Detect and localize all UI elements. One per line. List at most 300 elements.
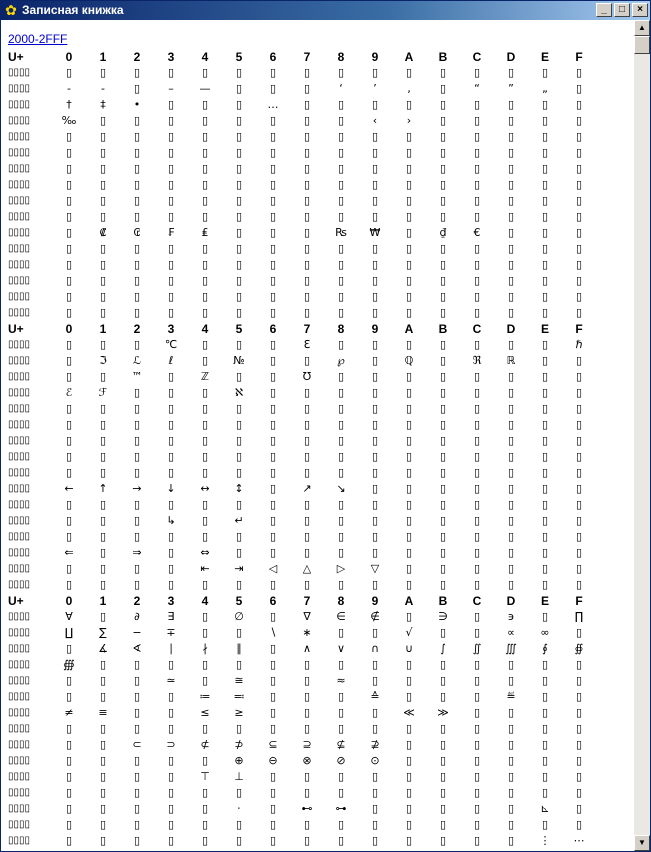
char-cell[interactable]: ▯ bbox=[371, 402, 379, 415]
char-cell[interactable]: ∑ bbox=[99, 626, 107, 639]
char-cell[interactable]: ▯ bbox=[575, 434, 583, 447]
char-cell[interactable]: ▯ bbox=[371, 482, 379, 495]
char-cell[interactable]: ▯ bbox=[507, 578, 515, 591]
char-cell[interactable]: ▯ bbox=[65, 274, 73, 287]
char-cell[interactable]: ▯ bbox=[541, 754, 549, 767]
char-cell[interactable]: ‹ bbox=[372, 114, 378, 127]
char-cell[interactable]: ▯ bbox=[507, 786, 515, 799]
char-cell[interactable]: ⇤ bbox=[200, 562, 210, 575]
char-cell[interactable]: ▯ bbox=[405, 418, 413, 431]
char-cell[interactable]: ▯ bbox=[405, 226, 413, 239]
char-cell[interactable]: ▯ bbox=[65, 786, 73, 799]
char-cell[interactable]: ▯ bbox=[507, 738, 515, 751]
char-cell[interactable]: ▯ bbox=[65, 530, 73, 543]
char-cell[interactable]: √ bbox=[405, 626, 413, 639]
char-cell[interactable]: ▯ bbox=[201, 306, 209, 319]
char-cell[interactable]: ▯ bbox=[133, 130, 141, 143]
char-cell[interactable]: ∡ bbox=[98, 642, 108, 655]
char-cell[interactable]: ▯ bbox=[507, 66, 515, 79]
char-cell[interactable]: ▯ bbox=[235, 626, 243, 639]
char-cell[interactable]: ▯ bbox=[167, 450, 175, 463]
char-cell[interactable]: ▯ bbox=[575, 290, 583, 303]
char-cell[interactable]: ▯ bbox=[167, 546, 175, 559]
char-cell[interactable]: ▯ bbox=[541, 162, 549, 175]
char-cell[interactable]: ▯ bbox=[65, 578, 73, 591]
char-cell[interactable]: ▯ bbox=[269, 290, 277, 303]
char-cell[interactable]: ▯ bbox=[133, 578, 141, 591]
char-cell[interactable]: ▯ bbox=[133, 530, 141, 543]
char-cell[interactable]: ▯ bbox=[507, 178, 515, 191]
char-cell[interactable]: ▯ bbox=[337, 770, 345, 783]
char-cell[interactable]: ▯ bbox=[439, 770, 447, 783]
char-cell[interactable]: ▯ bbox=[507, 418, 515, 431]
char-cell[interactable]: ▯ bbox=[473, 402, 481, 415]
scroll-thumb[interactable] bbox=[634, 36, 650, 54]
char-cell[interactable]: ▯ bbox=[541, 578, 549, 591]
char-cell[interactable]: ▯ bbox=[65, 370, 73, 383]
char-cell[interactable]: ▯ bbox=[99, 162, 107, 175]
char-cell[interactable]: ▯ bbox=[575, 498, 583, 511]
char-cell[interactable]: ▯ bbox=[473, 178, 481, 191]
char-cell[interactable]: ▯ bbox=[439, 674, 447, 687]
char-cell[interactable]: ▯ bbox=[167, 802, 175, 815]
char-cell[interactable]: – bbox=[168, 82, 174, 95]
char-cell[interactable]: ▯ bbox=[201, 210, 209, 223]
char-cell[interactable]: ⇔ bbox=[200, 546, 210, 559]
char-cell[interactable]: ▯ bbox=[303, 178, 311, 191]
char-cell[interactable]: ▯ bbox=[541, 546, 549, 559]
char-cell[interactable]: ▯ bbox=[473, 114, 481, 127]
char-cell[interactable]: ▯ bbox=[303, 818, 311, 831]
char-cell[interactable]: ▯ bbox=[575, 706, 583, 719]
char-cell[interactable]: ▯ bbox=[439, 210, 447, 223]
char-cell[interactable]: ▯ bbox=[575, 354, 583, 367]
char-cell[interactable]: ▯ bbox=[337, 546, 345, 559]
char-cell[interactable]: ▯ bbox=[371, 658, 379, 671]
char-cell[interactable]: ▯ bbox=[575, 66, 583, 79]
char-cell[interactable]: ▯ bbox=[473, 146, 481, 159]
char-cell[interactable]: ▯ bbox=[337, 466, 345, 479]
char-cell[interactable]: ▯ bbox=[507, 146, 515, 159]
char-cell[interactable]: ™ bbox=[131, 370, 143, 383]
char-cell[interactable]: ▯ bbox=[337, 338, 345, 351]
char-cell[interactable]: ▯ bbox=[337, 834, 345, 847]
char-cell[interactable]: ▯ bbox=[65, 674, 73, 687]
char-cell[interactable]: ▯ bbox=[473, 690, 481, 703]
char-cell[interactable]: ▯ bbox=[473, 754, 481, 767]
char-cell[interactable]: ▯ bbox=[507, 770, 515, 783]
char-cell[interactable]: ▯ bbox=[201, 354, 209, 367]
char-cell[interactable]: ↕ bbox=[234, 482, 244, 495]
char-cell[interactable]: ▯ bbox=[201, 818, 209, 831]
char-cell[interactable]: ▯ bbox=[201, 530, 209, 543]
char-cell[interactable]: - bbox=[67, 82, 71, 95]
char-cell[interactable]: ▯ bbox=[473, 818, 481, 831]
char-cell[interactable]: ▯ bbox=[167, 178, 175, 191]
char-cell[interactable]: ▯ bbox=[99, 114, 107, 127]
char-cell[interactable]: ∀ bbox=[65, 610, 73, 623]
char-cell[interactable]: ℃ bbox=[164, 338, 178, 351]
char-cell[interactable]: ₣ bbox=[167, 226, 175, 239]
char-cell[interactable]: ⋯ bbox=[573, 834, 585, 847]
char-cell[interactable]: ▯ bbox=[65, 402, 73, 415]
char-cell[interactable]: ▯ bbox=[405, 738, 413, 751]
char-cell[interactable]: ▯ bbox=[337, 434, 345, 447]
char-cell[interactable]: ▯ bbox=[405, 306, 413, 319]
char-cell[interactable]: ≫ bbox=[437, 706, 449, 719]
char-cell[interactable]: ▯ bbox=[133, 338, 141, 351]
char-cell[interactable]: ▯ bbox=[541, 674, 549, 687]
char-cell[interactable]: ▯ bbox=[65, 466, 73, 479]
char-cell[interactable]: ▯ bbox=[507, 450, 515, 463]
char-cell[interactable]: ⊷ bbox=[301, 802, 313, 815]
char-cell[interactable]: ▯ bbox=[269, 498, 277, 511]
char-cell[interactable]: ▯ bbox=[337, 306, 345, 319]
char-cell[interactable]: ▯ bbox=[235, 114, 243, 127]
char-cell[interactable]: ▯ bbox=[269, 418, 277, 431]
char-cell[interactable]: ▯ bbox=[65, 818, 73, 831]
char-cell[interactable]: ▯ bbox=[507, 818, 515, 831]
char-cell[interactable]: ▯ bbox=[133, 562, 141, 575]
char-cell[interactable]: ▯ bbox=[575, 450, 583, 463]
char-cell[interactable]: ▯ bbox=[439, 66, 447, 79]
char-cell[interactable]: ▯ bbox=[405, 786, 413, 799]
char-cell[interactable]: ▯ bbox=[507, 386, 515, 399]
char-cell[interactable]: ▯ bbox=[167, 498, 175, 511]
char-cell[interactable]: ▯ bbox=[269, 354, 277, 367]
char-cell[interactable]: ▯ bbox=[167, 402, 175, 415]
char-cell[interactable]: ▯ bbox=[303, 498, 311, 511]
char-cell[interactable]: ▯ bbox=[541, 114, 549, 127]
char-cell[interactable]: ▯ bbox=[371, 146, 379, 159]
char-cell[interactable]: ∝ bbox=[507, 626, 515, 639]
char-cell[interactable]: ▯ bbox=[541, 418, 549, 431]
char-cell[interactable]: ▯ bbox=[575, 674, 583, 687]
char-cell[interactable]: ⊾ bbox=[540, 802, 550, 815]
char-cell[interactable]: ▯ bbox=[371, 274, 379, 287]
char-cell[interactable]: ▯ bbox=[167, 562, 175, 575]
char-cell[interactable]: ▯ bbox=[99, 610, 107, 623]
char-cell[interactable]: ▯ bbox=[133, 258, 141, 271]
char-cell[interactable]: ▯ bbox=[507, 482, 515, 495]
char-cell[interactable]: ∓ bbox=[166, 626, 176, 639]
char-cell[interactable]: ▯ bbox=[507, 98, 515, 111]
char-cell[interactable]: ▯ bbox=[507, 466, 515, 479]
char-cell[interactable]: ▯ bbox=[541, 658, 549, 671]
char-cell[interactable]: ℏ bbox=[575, 338, 583, 351]
char-cell[interactable]: ⊅ bbox=[234, 738, 244, 751]
char-cell[interactable]: ▯ bbox=[133, 706, 141, 719]
char-cell[interactable]: ▯ bbox=[65, 338, 73, 351]
char-cell[interactable]: ▯ bbox=[541, 98, 549, 111]
char-cell[interactable]: ▯ bbox=[405, 482, 413, 495]
char-cell[interactable]: ▯ bbox=[439, 194, 447, 207]
char-cell[interactable]: ▯ bbox=[575, 370, 583, 383]
char-cell[interactable]: ▯ bbox=[167, 418, 175, 431]
char-cell[interactable]: ▯ bbox=[337, 194, 345, 207]
char-cell[interactable]: ▯ bbox=[371, 514, 379, 527]
char-cell[interactable]: ▯ bbox=[99, 178, 107, 191]
char-cell[interactable]: ▯ bbox=[337, 210, 345, 223]
char-cell[interactable]: ▯ bbox=[303, 82, 311, 95]
char-cell[interactable]: ▯ bbox=[575, 130, 583, 143]
char-cell[interactable]: ▯ bbox=[507, 802, 515, 815]
char-cell[interactable]: ▯ bbox=[65, 306, 73, 319]
char-cell[interactable]: ▯ bbox=[337, 98, 345, 111]
char-cell[interactable]: ▯ bbox=[269, 146, 277, 159]
char-cell[interactable]: ▯ bbox=[235, 818, 243, 831]
char-cell[interactable]: ▯ bbox=[99, 514, 107, 527]
char-cell[interactable]: ▯ bbox=[405, 498, 413, 511]
char-cell[interactable]: ▯ bbox=[473, 514, 481, 527]
char-cell[interactable]: † bbox=[66, 98, 72, 111]
char-cell[interactable]: ▯ bbox=[575, 626, 583, 639]
char-cell[interactable]: ▯ bbox=[303, 274, 311, 287]
char-cell[interactable]: ▯ bbox=[371, 706, 379, 719]
char-cell[interactable]: ▯ bbox=[235, 498, 243, 511]
char-cell[interactable]: ▯ bbox=[99, 770, 107, 783]
char-cell[interactable]: ▯ bbox=[99, 834, 107, 847]
char-cell[interactable]: ▯ bbox=[65, 722, 73, 735]
char-cell[interactable]: ▯ bbox=[99, 402, 107, 415]
char-cell[interactable]: ▯ bbox=[337, 818, 345, 831]
char-cell[interactable]: ▯ bbox=[99, 658, 107, 671]
char-cell[interactable]: ▯ bbox=[405, 274, 413, 287]
char-cell[interactable]: ∂ bbox=[134, 610, 140, 623]
char-cell[interactable]: ▯ bbox=[575, 194, 583, 207]
char-cell[interactable]: ▯ bbox=[507, 338, 515, 351]
char-cell[interactable]: ▯ bbox=[405, 466, 413, 479]
char-cell[interactable]: ⊖ bbox=[268, 754, 278, 767]
char-cell[interactable]: ▯ bbox=[473, 450, 481, 463]
char-cell[interactable]: ▯ bbox=[99, 210, 107, 223]
char-cell[interactable]: ▯ bbox=[337, 722, 345, 735]
char-cell[interactable]: ▯ bbox=[201, 466, 209, 479]
char-cell[interactable]: ▯ bbox=[371, 674, 379, 687]
char-cell[interactable]: ∨ bbox=[336, 642, 346, 655]
char-cell[interactable]: ▯ bbox=[541, 722, 549, 735]
char-cell[interactable]: ▯ bbox=[371, 194, 379, 207]
char-cell[interactable]: ▯ bbox=[371, 546, 379, 559]
char-cell[interactable]: ▯ bbox=[167, 274, 175, 287]
char-cell[interactable]: ▯ bbox=[269, 722, 277, 735]
char-cell[interactable]: ∫ bbox=[440, 642, 446, 655]
char-cell[interactable]: ▯ bbox=[303, 242, 311, 255]
char-cell[interactable]: ▯ bbox=[201, 786, 209, 799]
char-cell[interactable]: ▯ bbox=[201, 658, 209, 671]
char-cell[interactable]: ▯ bbox=[575, 258, 583, 271]
char-cell[interactable]: ▯ bbox=[167, 834, 175, 847]
char-cell[interactable]: ▯ bbox=[133, 450, 141, 463]
char-cell[interactable]: ℱ bbox=[98, 386, 108, 399]
char-cell[interactable]: ▯ bbox=[473, 370, 481, 383]
char-cell[interactable]: ▯ bbox=[439, 82, 447, 95]
char-cell[interactable]: ▯ bbox=[269, 610, 277, 623]
char-cell[interactable]: ▯ bbox=[371, 338, 379, 351]
char-cell[interactable]: ℧ bbox=[302, 370, 312, 383]
char-cell[interactable]: ▯ bbox=[507, 162, 515, 175]
char-cell[interactable]: ▯ bbox=[65, 738, 73, 751]
char-cell[interactable]: ▯ bbox=[235, 402, 243, 415]
char-cell[interactable]: ▯ bbox=[507, 722, 515, 735]
char-cell[interactable]: ▯ bbox=[371, 770, 379, 783]
char-cell[interactable]: ▯ bbox=[337, 130, 345, 143]
char-cell[interactable]: ▯ bbox=[575, 402, 583, 415]
char-cell[interactable]: ’ bbox=[373, 82, 377, 95]
char-cell[interactable]: ▯ bbox=[65, 178, 73, 191]
char-cell[interactable]: ≠ bbox=[64, 706, 74, 719]
char-cell[interactable]: ‘ bbox=[339, 82, 343, 95]
char-cell[interactable]: ▯ bbox=[575, 754, 583, 767]
char-cell[interactable]: ▯ bbox=[65, 130, 73, 143]
char-cell[interactable]: ▯ bbox=[269, 706, 277, 719]
char-cell[interactable]: ▯ bbox=[235, 450, 243, 463]
char-cell[interactable]: ▯ bbox=[99, 194, 107, 207]
char-cell[interactable]: ≔ bbox=[199, 690, 211, 703]
char-cell[interactable]: ▯ bbox=[473, 626, 481, 639]
char-cell[interactable]: ▯ bbox=[99, 466, 107, 479]
char-cell[interactable]: ▯ bbox=[235, 258, 243, 271]
char-cell[interactable]: ▯ bbox=[405, 690, 413, 703]
char-cell[interactable]: ℘ bbox=[337, 354, 345, 367]
char-cell[interactable]: ▯ bbox=[473, 562, 481, 575]
char-cell[interactable]: ▯ bbox=[99, 690, 107, 703]
char-cell[interactable]: ▯ bbox=[235, 722, 243, 735]
char-cell[interactable]: ▯ bbox=[269, 450, 277, 463]
char-cell[interactable]: ▯ bbox=[167, 754, 175, 767]
char-cell[interactable]: ▯ bbox=[133, 210, 141, 223]
char-cell[interactable]: ₤ bbox=[201, 226, 209, 239]
char-cell[interactable]: ▯ bbox=[99, 242, 107, 255]
char-cell[interactable]: › bbox=[406, 114, 412, 127]
char-cell[interactable]: ▯ bbox=[473, 770, 481, 783]
char-cell[interactable]: ▯ bbox=[507, 514, 515, 527]
char-cell[interactable]: ▯ bbox=[541, 466, 549, 479]
char-cell[interactable]: ▯ bbox=[439, 130, 447, 143]
char-cell[interactable]: ▯ bbox=[575, 482, 583, 495]
char-cell[interactable]: ▯ bbox=[99, 818, 107, 831]
char-cell[interactable]: ▯ bbox=[371, 178, 379, 191]
char-cell[interactable]: ▯ bbox=[303, 722, 311, 735]
char-cell[interactable]: ▯ bbox=[201, 290, 209, 303]
char-cell[interactable]: ▯ bbox=[269, 338, 277, 351]
char-cell[interactable]: ▯ bbox=[371, 466, 379, 479]
char-cell[interactable]: ↑ bbox=[98, 482, 108, 495]
char-cell[interactable]: ▯ bbox=[303, 130, 311, 143]
char-cell[interactable]: ∧ bbox=[302, 642, 312, 655]
char-cell[interactable]: ▯ bbox=[507, 274, 515, 287]
char-cell[interactable]: ▯ bbox=[371, 818, 379, 831]
char-cell[interactable]: ▯ bbox=[439, 178, 447, 191]
char-cell[interactable]: ▯ bbox=[303, 114, 311, 127]
char-cell[interactable]: ▯ bbox=[269, 802, 277, 815]
char-cell[interactable]: ▯ bbox=[405, 66, 413, 79]
char-cell[interactable]: ▯ bbox=[269, 386, 277, 399]
char-cell[interactable]: ∯ bbox=[574, 642, 584, 655]
char-cell[interactable]: ▯ bbox=[65, 690, 73, 703]
char-cell[interactable]: ▯ bbox=[269, 690, 277, 703]
char-cell[interactable]: ▯ bbox=[201, 242, 209, 255]
char-cell[interactable]: ≅ bbox=[234, 674, 244, 687]
char-cell[interactable]: ▯ bbox=[473, 434, 481, 447]
char-cell[interactable]: ▯ bbox=[337, 66, 345, 79]
char-cell[interactable]: ▯ bbox=[269, 514, 277, 527]
char-cell[interactable]: ▯ bbox=[473, 418, 481, 431]
char-cell[interactable]: ▯ bbox=[65, 162, 73, 175]
char-cell[interactable]: ▯ bbox=[133, 274, 141, 287]
char-cell[interactable]: ▯ bbox=[439, 786, 447, 799]
char-cell[interactable]: ▯ bbox=[541, 146, 549, 159]
char-cell[interactable]: ▯ bbox=[337, 626, 345, 639]
scroll-down-button[interactable]: ▼ bbox=[634, 835, 650, 851]
char-cell[interactable]: ▯ bbox=[99, 434, 107, 447]
char-cell[interactable]: ₩ bbox=[369, 226, 381, 239]
char-cell[interactable]: ▯ bbox=[65, 242, 73, 255]
char-cell[interactable]: ▯ bbox=[439, 274, 447, 287]
char-cell[interactable]: ▯ bbox=[405, 722, 413, 735]
char-cell[interactable]: ▯ bbox=[337, 162, 345, 175]
char-cell[interactable]: ▯ bbox=[507, 226, 515, 239]
char-cell[interactable]: ▯ bbox=[269, 162, 277, 175]
char-cell[interactable]: ▯ bbox=[99, 738, 107, 751]
char-cell[interactable]: ← bbox=[64, 482, 74, 495]
char-cell[interactable]: ▯ bbox=[99, 786, 107, 799]
char-cell[interactable]: ▯ bbox=[473, 466, 481, 479]
char-cell[interactable]: ▯ bbox=[303, 514, 311, 527]
char-cell[interactable]: ▯ bbox=[405, 162, 413, 175]
char-cell[interactable]: ▯ bbox=[269, 546, 277, 559]
char-cell[interactable]: ▯ bbox=[269, 402, 277, 415]
char-cell[interactable]: ∗ bbox=[302, 626, 312, 639]
char-cell[interactable]: ▯ bbox=[405, 386, 413, 399]
char-cell[interactable]: ▯ bbox=[303, 770, 311, 783]
vertical-scrollbar[interactable] bbox=[634, 20, 650, 851]
char-cell[interactable]: ▯ bbox=[439, 514, 447, 527]
char-cell[interactable]: ▯ bbox=[541, 514, 549, 527]
char-cell[interactable]: ▯ bbox=[167, 818, 175, 831]
char-cell[interactable]: ▯ bbox=[269, 434, 277, 447]
char-cell[interactable]: ▯ bbox=[167, 258, 175, 271]
char-cell[interactable]: ▯ bbox=[371, 786, 379, 799]
char-cell[interactable]: ℒ bbox=[133, 354, 141, 367]
char-cell[interactable]: ▯ bbox=[405, 210, 413, 223]
char-cell[interactable]: ▯ bbox=[303, 306, 311, 319]
char-cell[interactable]: ▯ bbox=[303, 578, 311, 591]
char-cell[interactable]: ⊗ bbox=[302, 754, 312, 767]
char-cell[interactable]: ▯ bbox=[167, 722, 175, 735]
char-cell[interactable]: ∮ bbox=[542, 642, 548, 655]
char-cell[interactable]: ▯ bbox=[269, 66, 277, 79]
char-cell[interactable]: ▯ bbox=[575, 546, 583, 559]
char-cell[interactable]: ▯ bbox=[439, 338, 447, 351]
char-cell[interactable]: ▯ bbox=[541, 450, 549, 463]
char-cell[interactable]: ▯ bbox=[269, 834, 277, 847]
char-cell[interactable]: ▯ bbox=[575, 306, 583, 319]
char-cell[interactable]: ↗ bbox=[302, 482, 312, 495]
char-cell[interactable]: ▯ bbox=[575, 738, 583, 751]
char-cell[interactable]: „ bbox=[542, 82, 548, 95]
char-cell[interactable]: ▯ bbox=[99, 722, 107, 735]
char-cell[interactable]: ▯ bbox=[473, 162, 481, 175]
char-cell[interactable]: ▯ bbox=[371, 578, 379, 591]
char-cell[interactable]: ▯ bbox=[303, 290, 311, 303]
char-cell[interactable]: ▯ bbox=[575, 210, 583, 223]
char-cell[interactable]: ▯ bbox=[201, 754, 209, 767]
char-cell[interactable]: ▯ bbox=[507, 658, 515, 671]
char-cell[interactable]: ▯ bbox=[439, 98, 447, 111]
char-cell[interactable]: ‡ bbox=[100, 98, 106, 111]
char-cell[interactable]: ∩ bbox=[370, 642, 380, 655]
